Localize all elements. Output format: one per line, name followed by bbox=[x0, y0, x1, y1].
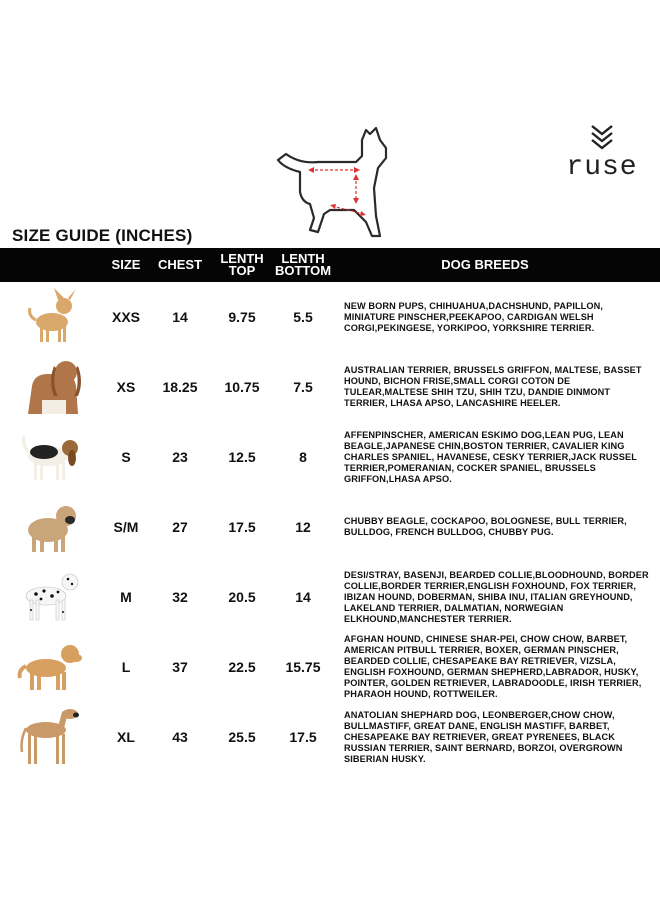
brand-name: ruse bbox=[566, 152, 638, 183]
great-dane-icon bbox=[14, 706, 90, 768]
breeds-list: DESI/STRAY, BASENJI, BEARDED COLLIE,BLOODHOUND, BORDER COLLIE,BORDER TERRIER,ENGLISH FOXHOUND, FOX TERRIER, IBIZAN HOUND, DOBERMAN, SHIBA INU, ITALIAN GREYHOUND, LAKELAND TERRIER, DALMATIAN, NORWEGIAN ELKHOUND,MANCHESTER TERRIER. bbox=[344, 569, 649, 624]
header-lenth-top bbox=[214, 248, 270, 282]
dog-breeds-text bbox=[344, 702, 650, 772]
breeds-list: AFFENPINSCHER, AMERICAN ESKIMO DOG,LEAN PUG, LEAN BEAGLE,JAPANESE CHIN,BOSTON TERRIER, CAVALIER KING CHARLES SPANIEL, HAVANESE, CESKY TERRIER,JACK RUSSEL TERRIER,POMERANIAN, COCKER SPANIEL, BRUSSELS GRIFFON,LHASA APSO. bbox=[344, 429, 637, 484]
beagle-icon bbox=[14, 426, 90, 488]
measure-arrow-top bbox=[308, 167, 360, 173]
lenth-bottom-value: 17.5 bbox=[289, 729, 317, 745]
table-row bbox=[0, 492, 660, 562]
golden-retriever-icon bbox=[14, 636, 90, 698]
table-row bbox=[0, 702, 660, 772]
breeds-list: ANATOLIAN SHEPHARD DOG, LEONBERGER,CHOW CHOW, BULLMASTIFF, GREAT DANE, ENGLISH MASTIFF, BARBET, CHESAPEAKE BAY RETRIEVER, GREAT PYRENEES, BLACK RUSSIAN TERRIER, SAINT BERNARD, BORZOI, OVERGROWN SIBERIAN HUSKY. bbox=[344, 709, 623, 764]
dog-breeds-text bbox=[344, 492, 650, 562]
lenth-top-value: 17.5 bbox=[228, 519, 256, 535]
chest-value: 37 bbox=[172, 659, 188, 675]
lenth-bottom-value: 12 bbox=[295, 519, 311, 535]
chest-value: 18.25 bbox=[162, 379, 198, 395]
chest-value: 14 bbox=[172, 309, 188, 325]
chihuahua-icon bbox=[14, 286, 90, 348]
size-value: S bbox=[121, 449, 131, 465]
lenth-top-value: 12.5 bbox=[228, 449, 256, 465]
header-chest: CHEST bbox=[157, 257, 203, 272]
table-header bbox=[0, 248, 660, 282]
breeds-list: CHUBBY BEAGLE, COCKAPOO, BOLOGNESE, BULL TERRIER, BULLDOG, FRENCH BULLDOG, CHUBBY PUG. bbox=[344, 516, 627, 537]
header-lenth-bottom-line1: LENTH bbox=[281, 251, 325, 266]
dog-outline bbox=[278, 128, 386, 236]
chevron-logo-icon bbox=[560, 124, 644, 154]
page-title: SIZE GUIDE (INCHES) bbox=[12, 226, 193, 245]
size-value: L bbox=[121, 659, 131, 675]
table-row bbox=[0, 282, 660, 352]
measure-arrow-chest bbox=[353, 174, 359, 204]
header-lenth-top-line2: TOP bbox=[228, 263, 256, 278]
breeds-list: AFGHAN HOUND, CHINESE SHAR-PEI, CHOW CHOW, BARBET, AMERICAN PITBULL TERRIER, BOXER, GERMAN PINSCHER, BEARDED COLLIE, CHESAPEAKE BAY RETRIEVER, VIZSLA, ENGLISH FOXHOUND, GERMAN SHEPHERD,LABRADOR, HUSKY, POINTER, GOLDEN RETRIEVER, LABRADOODLE, IRISH TERRIER, PHARAOH HOUND, ROTTWEILER. bbox=[344, 634, 642, 699]
dog-breeds-text bbox=[344, 352, 650, 422]
breeds-list: NEW BORN PUPS, CHIHUAHUA,DACHSHUND, PAPILLON, MINIATURE PINSCHER,PEEKAPOO, CARDIGAN WELSH CORGI,PEKINGESE, YORKIPOO, YORKSHIRE TERRIER. bbox=[344, 300, 604, 333]
lenth-top-value: 20.5 bbox=[228, 589, 256, 605]
size-value: XS bbox=[116, 379, 136, 395]
dog-breeds-text bbox=[344, 282, 650, 352]
size-value: XXS bbox=[111, 309, 140, 325]
lenth-bottom-value: 7.5 bbox=[293, 379, 313, 395]
lenth-top-value: 10.75 bbox=[224, 379, 260, 395]
lenth-top-value: 22.5 bbox=[228, 659, 256, 675]
header-size: SIZE bbox=[111, 257, 141, 272]
table-row bbox=[0, 632, 660, 702]
dog-breeds-text bbox=[344, 562, 650, 632]
lenth-bottom-value: 14 bbox=[295, 589, 311, 605]
chest-value: 43 bbox=[172, 729, 188, 745]
header-lenth-bottom-line2: BOTTOM bbox=[274, 263, 332, 278]
lenth-bottom-value: 15.75 bbox=[285, 659, 321, 675]
brand-logo bbox=[560, 124, 644, 188]
size-value: S/M bbox=[113, 519, 139, 535]
dog-measurement-diagram bbox=[270, 118, 400, 246]
table-row bbox=[0, 562, 660, 632]
lenth-top-value: 25.5 bbox=[228, 729, 256, 745]
dalmatian-icon bbox=[14, 566, 90, 628]
size-value: M bbox=[120, 589, 132, 605]
dog-breeds-text bbox=[344, 632, 650, 702]
table-row bbox=[0, 352, 660, 422]
chest-value: 27 bbox=[172, 519, 188, 535]
chest-value: 32 bbox=[172, 589, 188, 605]
lenth-top-value: 9.75 bbox=[228, 309, 256, 325]
size-value: XL bbox=[117, 729, 135, 745]
header-lenth-top-line1: LENTH bbox=[220, 251, 264, 266]
header-lenth-bottom bbox=[274, 248, 332, 282]
lenth-bottom-value: 8 bbox=[299, 449, 307, 465]
table-row bbox=[0, 422, 660, 492]
chest-value: 23 bbox=[172, 449, 188, 465]
shih-tzu-icon bbox=[14, 356, 90, 418]
header-dog-breeds: DOG BREEDS bbox=[441, 257, 529, 272]
dog-breeds-text bbox=[344, 422, 650, 492]
pug-icon bbox=[14, 496, 90, 558]
breeds-list: AUSTRALIAN TERRIER, BRUSSELS GRIFFON, MALTESE, BASSET HOUND, BICHON FRISE,SMALL CORGI COTON DE TULEAR,MALTESE SHIH TZU, SHIH TZU, DANDIE DINMONT TERRIER, LHASA APSO, LANCASHIRE HEELER. bbox=[344, 365, 642, 408]
lenth-bottom-value: 5.5 bbox=[293, 309, 313, 325]
